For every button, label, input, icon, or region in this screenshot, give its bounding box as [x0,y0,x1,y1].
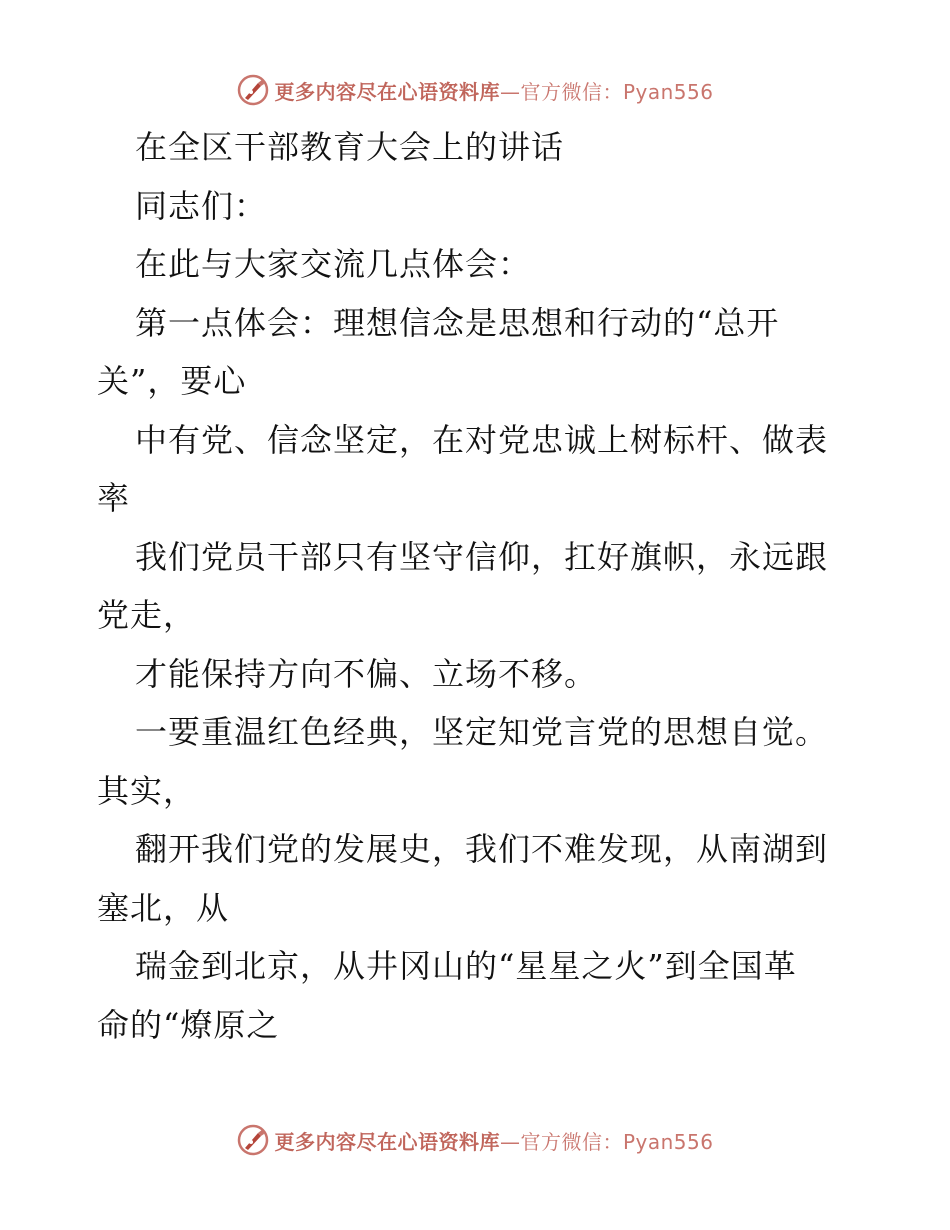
watermark-text [274,1126,713,1155]
quill-pen-icon [236,1123,270,1157]
watermark-text [274,76,713,105]
watermark-site-name: 更多内容尽在心语资料库 [274,1129,500,1154]
watermark-wechat: —官方微信：Pyan556 [499,79,714,104]
document-body [97,118,857,1054]
paragraph-line: 第一点体会：理想信念是思想和行动的“总开 [135,303,780,342]
footer-watermark-banner [0,1120,950,1160]
paragraph-line: 关”，要心 [97,362,247,400]
paragraph-line: 才能保持方向不偏、立场不移。 [135,654,598,693]
paragraph-line: 中有党、信念坚定，在对党忠诚上树标杆、做表 [135,420,829,459]
paragraph-line: 翻开我们党的发展史，我们不难发现，从南湖到 [135,830,829,868]
document-title: 在全区干部教育大会上的讲话 [135,128,565,166]
salutation: 同志们： [135,186,268,225]
paragraph-line: 率 [97,479,131,517]
paragraph-line: 瑞金到北京，从井冈山的“星星之火”到全国革 [135,947,797,985]
watermark-site-name: 更多内容尽在心语资料库 [274,79,500,104]
paragraph-line: 塞北，从 [97,888,230,927]
paragraph-line: 一要重温红色经典，坚定知党言党的思想自觉。 [135,713,829,751]
paragraph-line: 党走， [97,596,197,634]
header-watermark-banner [0,70,950,110]
paragraph-line: 我们党员干部只有坚守信仰，扛好旗帜，永远跟 [135,537,829,576]
quill-pen-icon [236,73,270,107]
paragraph-line: 在此与大家交流几点体会： [135,245,532,283]
paragraph-line: 其实， [97,771,197,810]
watermark-wechat: —官方微信：Pyan556 [499,1129,714,1154]
paragraph-line: 命的“燎原之 [97,1005,280,1044]
